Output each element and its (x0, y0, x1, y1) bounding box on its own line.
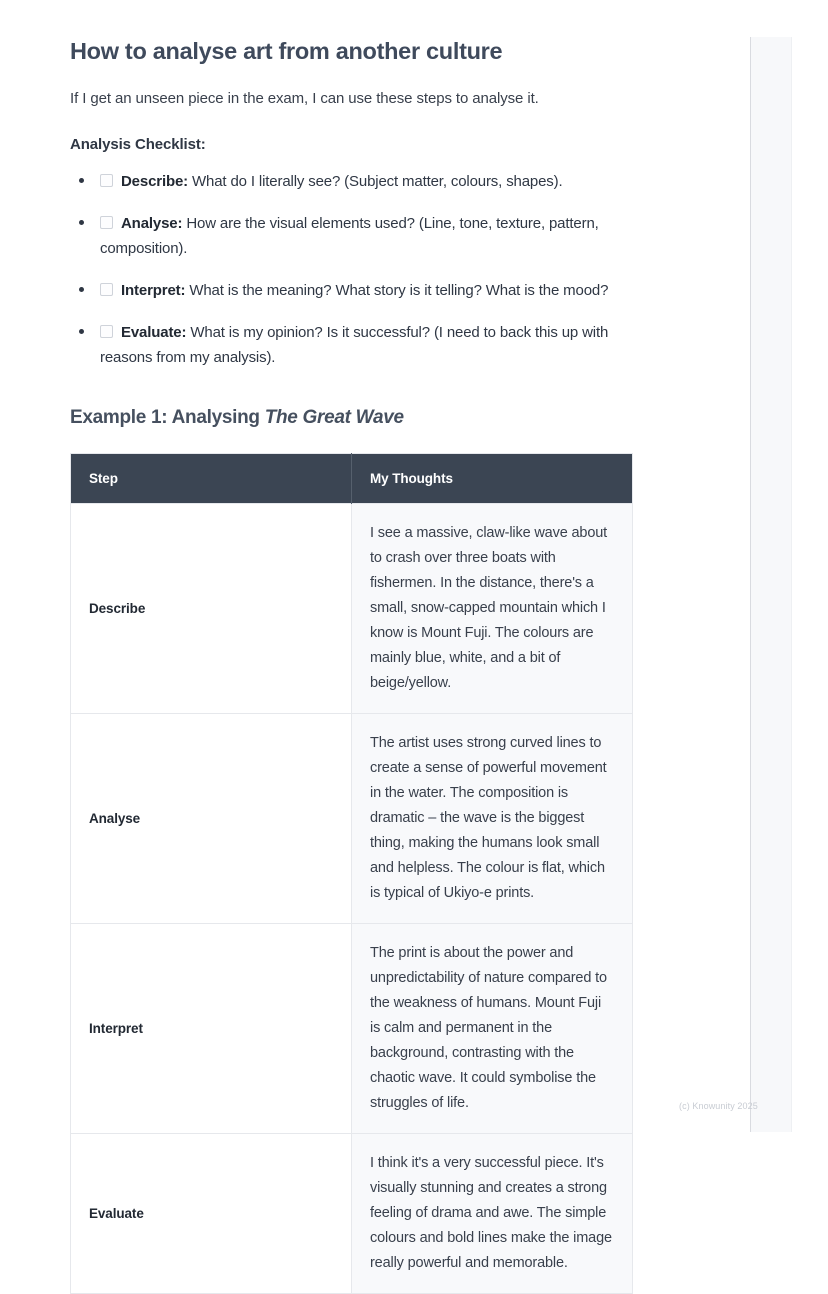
footer-watermark: (c) Knowunity 2025 (679, 1101, 758, 1111)
list-item-lead: Interpret: (121, 282, 186, 299)
checklist-label: Analysis Checklist: (70, 136, 206, 153)
cell-my-thoughts: I see a massive, claw-like wave about to crash over three boats with fishermen. In the distance, there's a small, snow-capped mountain which I know is Mount Fuji. The colours are mainly blue, white, and a bit of beige/yellow. (352, 504, 633, 714)
page-side-panel (750, 37, 792, 1132)
intro-paragraph: If I get an unseen piece in the exam, I can use these steps to analyse it. (70, 90, 539, 107)
table-row (71, 714, 633, 924)
table-row (71, 1134, 633, 1294)
column-header-my-thoughts: My Thoughts (352, 454, 633, 504)
bullet-icon (79, 329, 84, 334)
cell-step: Evaluate (71, 1134, 352, 1294)
list-item-text: What do I literally see? (Subject matter, colours, shapes). (188, 173, 563, 190)
cell-my-thoughts: I think it's a very successful piece. It's visually stunning and creates a strong feeling of drama and awe. The simple colours and bold lines make the image really powerful and memorable. (352, 1134, 633, 1294)
document-body (70, 36, 634, 1294)
list-item (70, 169, 634, 194)
table-row (71, 504, 633, 714)
cell-step: Analyse (71, 714, 352, 924)
cell-step: Interpret (71, 924, 352, 1134)
checkbox-evaluate[interactable] (100, 325, 113, 338)
example-heading (70, 407, 634, 429)
analysis-table (70, 453, 633, 1294)
page-title: How to analyse art from another culture (70, 38, 503, 64)
list-item-text: What is my opinion? Is it successful? (I need to back this up with reasons from my analysis). (100, 324, 609, 366)
list-item (70, 320, 634, 370)
table-row (71, 924, 633, 1134)
cell-my-thoughts: The artist uses strong curved lines to create a sense of powerful movement in the water. The composition is dramatic – the wave is the biggest thing, making the humans look small and helpless. The colour is flat, which is typical of Ukiyo-e prints. (352, 714, 633, 924)
example-heading-artwork: The Great Wave (264, 407, 404, 428)
cell-step: Describe (71, 504, 352, 714)
analysis-checklist (70, 169, 634, 370)
checkbox-describe[interactable] (100, 174, 113, 187)
list-item-text: What is the meaning? What story is it telling? What is the mood? (185, 282, 609, 299)
list-item (70, 211, 634, 261)
cell-my-thoughts: The print is about the power and unpredictability of nature compared to the weakness of humans. Mount Fuji is calm and permanent in the background, contrasting with the chaotic wave. It could symbolise the struggles of life. (352, 924, 633, 1134)
bullet-icon (79, 287, 84, 292)
checkbox-interpret[interactable] (100, 283, 113, 296)
checkbox-analyse[interactable] (100, 216, 113, 229)
list-item-lead: Analyse: (121, 215, 183, 232)
table-header-row (71, 454, 633, 504)
list-item-text: How are the visual elements used? (Line, tone, texture, pattern, composition). (100, 215, 599, 257)
example-heading-prefix: Example 1: Analysing (70, 407, 265, 428)
list-item-lead: Describe: (121, 173, 189, 190)
list-item (70, 278, 634, 303)
column-header-step: Step (71, 454, 352, 504)
bullet-icon (79, 220, 84, 225)
list-item-lead: Evaluate: (121, 324, 187, 341)
bullet-icon (79, 178, 84, 183)
